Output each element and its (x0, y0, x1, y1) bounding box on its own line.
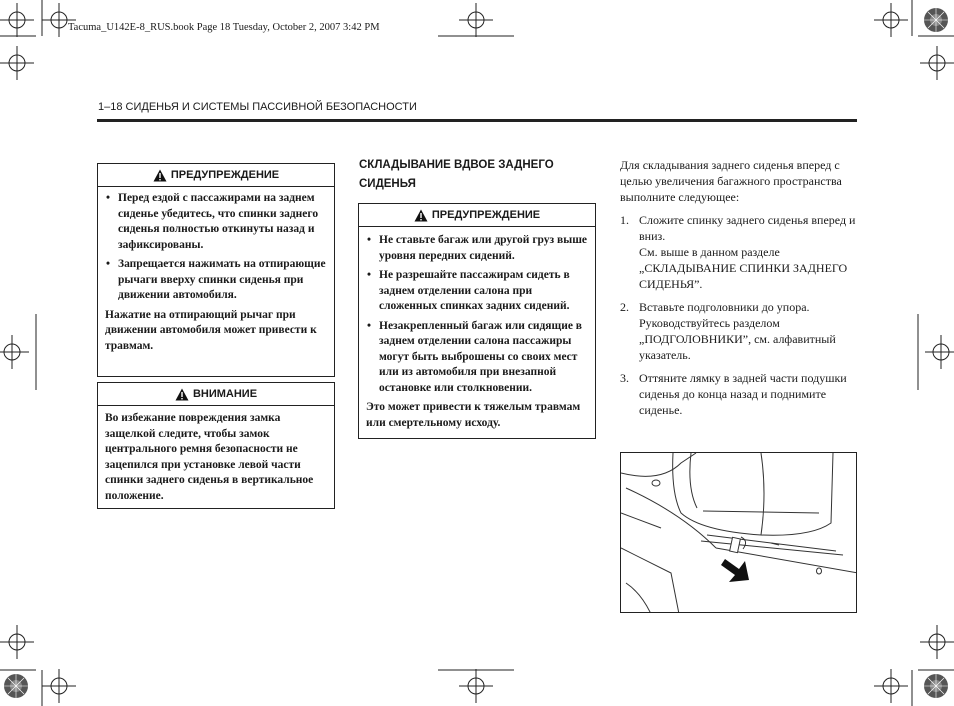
step-number: 1. (620, 213, 629, 227)
warning-note-2: Это может привести к тяжелым травмам или смертельному исходу. (366, 401, 581, 429)
caution-heading: ВНИМАНИЕ (192, 388, 258, 400)
step-reference: См. выше в данном разделе „СКЛАДЫВАНИЕ СПИНКИ ЗАДНЕГО СИДЕНЬЯ”. (639, 245, 848, 291)
warning-item: • Не разрешайте пассажирам сидеть в заднем отделении салона при сложенных спинках задних сидений. (366, 268, 588, 315)
step-text: Оттяните лямку в задней части подушки сиденья до конца назад и поднимите сиденье. (639, 371, 847, 417)
warning-item: • Запрещается нажимать на отпирающие рычаги вверху спинки сиденья при движении автомобиля. (105, 257, 327, 304)
step-number: 3. (620, 371, 629, 385)
intro-text: Для складывания заднего сиденья вперед с целью увеличения багажного пространства выполните следующее: (620, 158, 842, 204)
warning-note: Нажатие на отпирающий рычаг при движении автомобиля может привести к травмам. (105, 308, 317, 352)
section-title: СКЛАДЫВАНИЕ ВДВОЕ ЗАДНЕГО СИДЕНЬЯ (359, 159, 554, 190)
warning-item: • Незакрепленный багаж или сидящие в заднем отделении салона пассажиры могут быть выброшены со своих мест или из автомобиля при внезапной остановке или столкновении. (366, 319, 588, 397)
print-slug: Tacuma_U142E-8_RUS.book Page 18 Tuesday, October 2, 2007 3:42 PM (68, 22, 380, 33)
warning-item: • Перед ездой с пассажирами на заднем сиденье убедитесь, что спинки заднего сиденья полностью откинуты назад и зафиксированы. (105, 191, 327, 253)
warning-heading: ПРЕДУПРЕЖДЕНИЕ (170, 169, 280, 181)
warning-heading-2: ПРЕДУПРЕЖДЕНИЕ (431, 209, 541, 221)
step-text: Сложите спинку заднего сиденья вперед и вниз. (639, 213, 856, 243)
warning-item: • Не ставьте багаж или другой груз выше уровня передних сидений. (366, 233, 588, 264)
caution-text: Во избежание повреждения замка защелкой следите, чтобы замок центрального ремня безопасности не зацепился при установке левой части спинки заднего сиденья в вертикальное положение. (105, 412, 314, 502)
step-number: 2. (620, 300, 629, 314)
running-head: 1–18 СИДЕНЬЯ И СИСТЕМЫ ПАССИВНОЙ БЕЗОПАСНОСТИ (98, 101, 417, 113)
step-text: Вставьте подголовники до упора. Руководствуйтесь разделом „ПОДГОЛОВНИКИ”, см. алфавитный указатель. (639, 300, 836, 362)
